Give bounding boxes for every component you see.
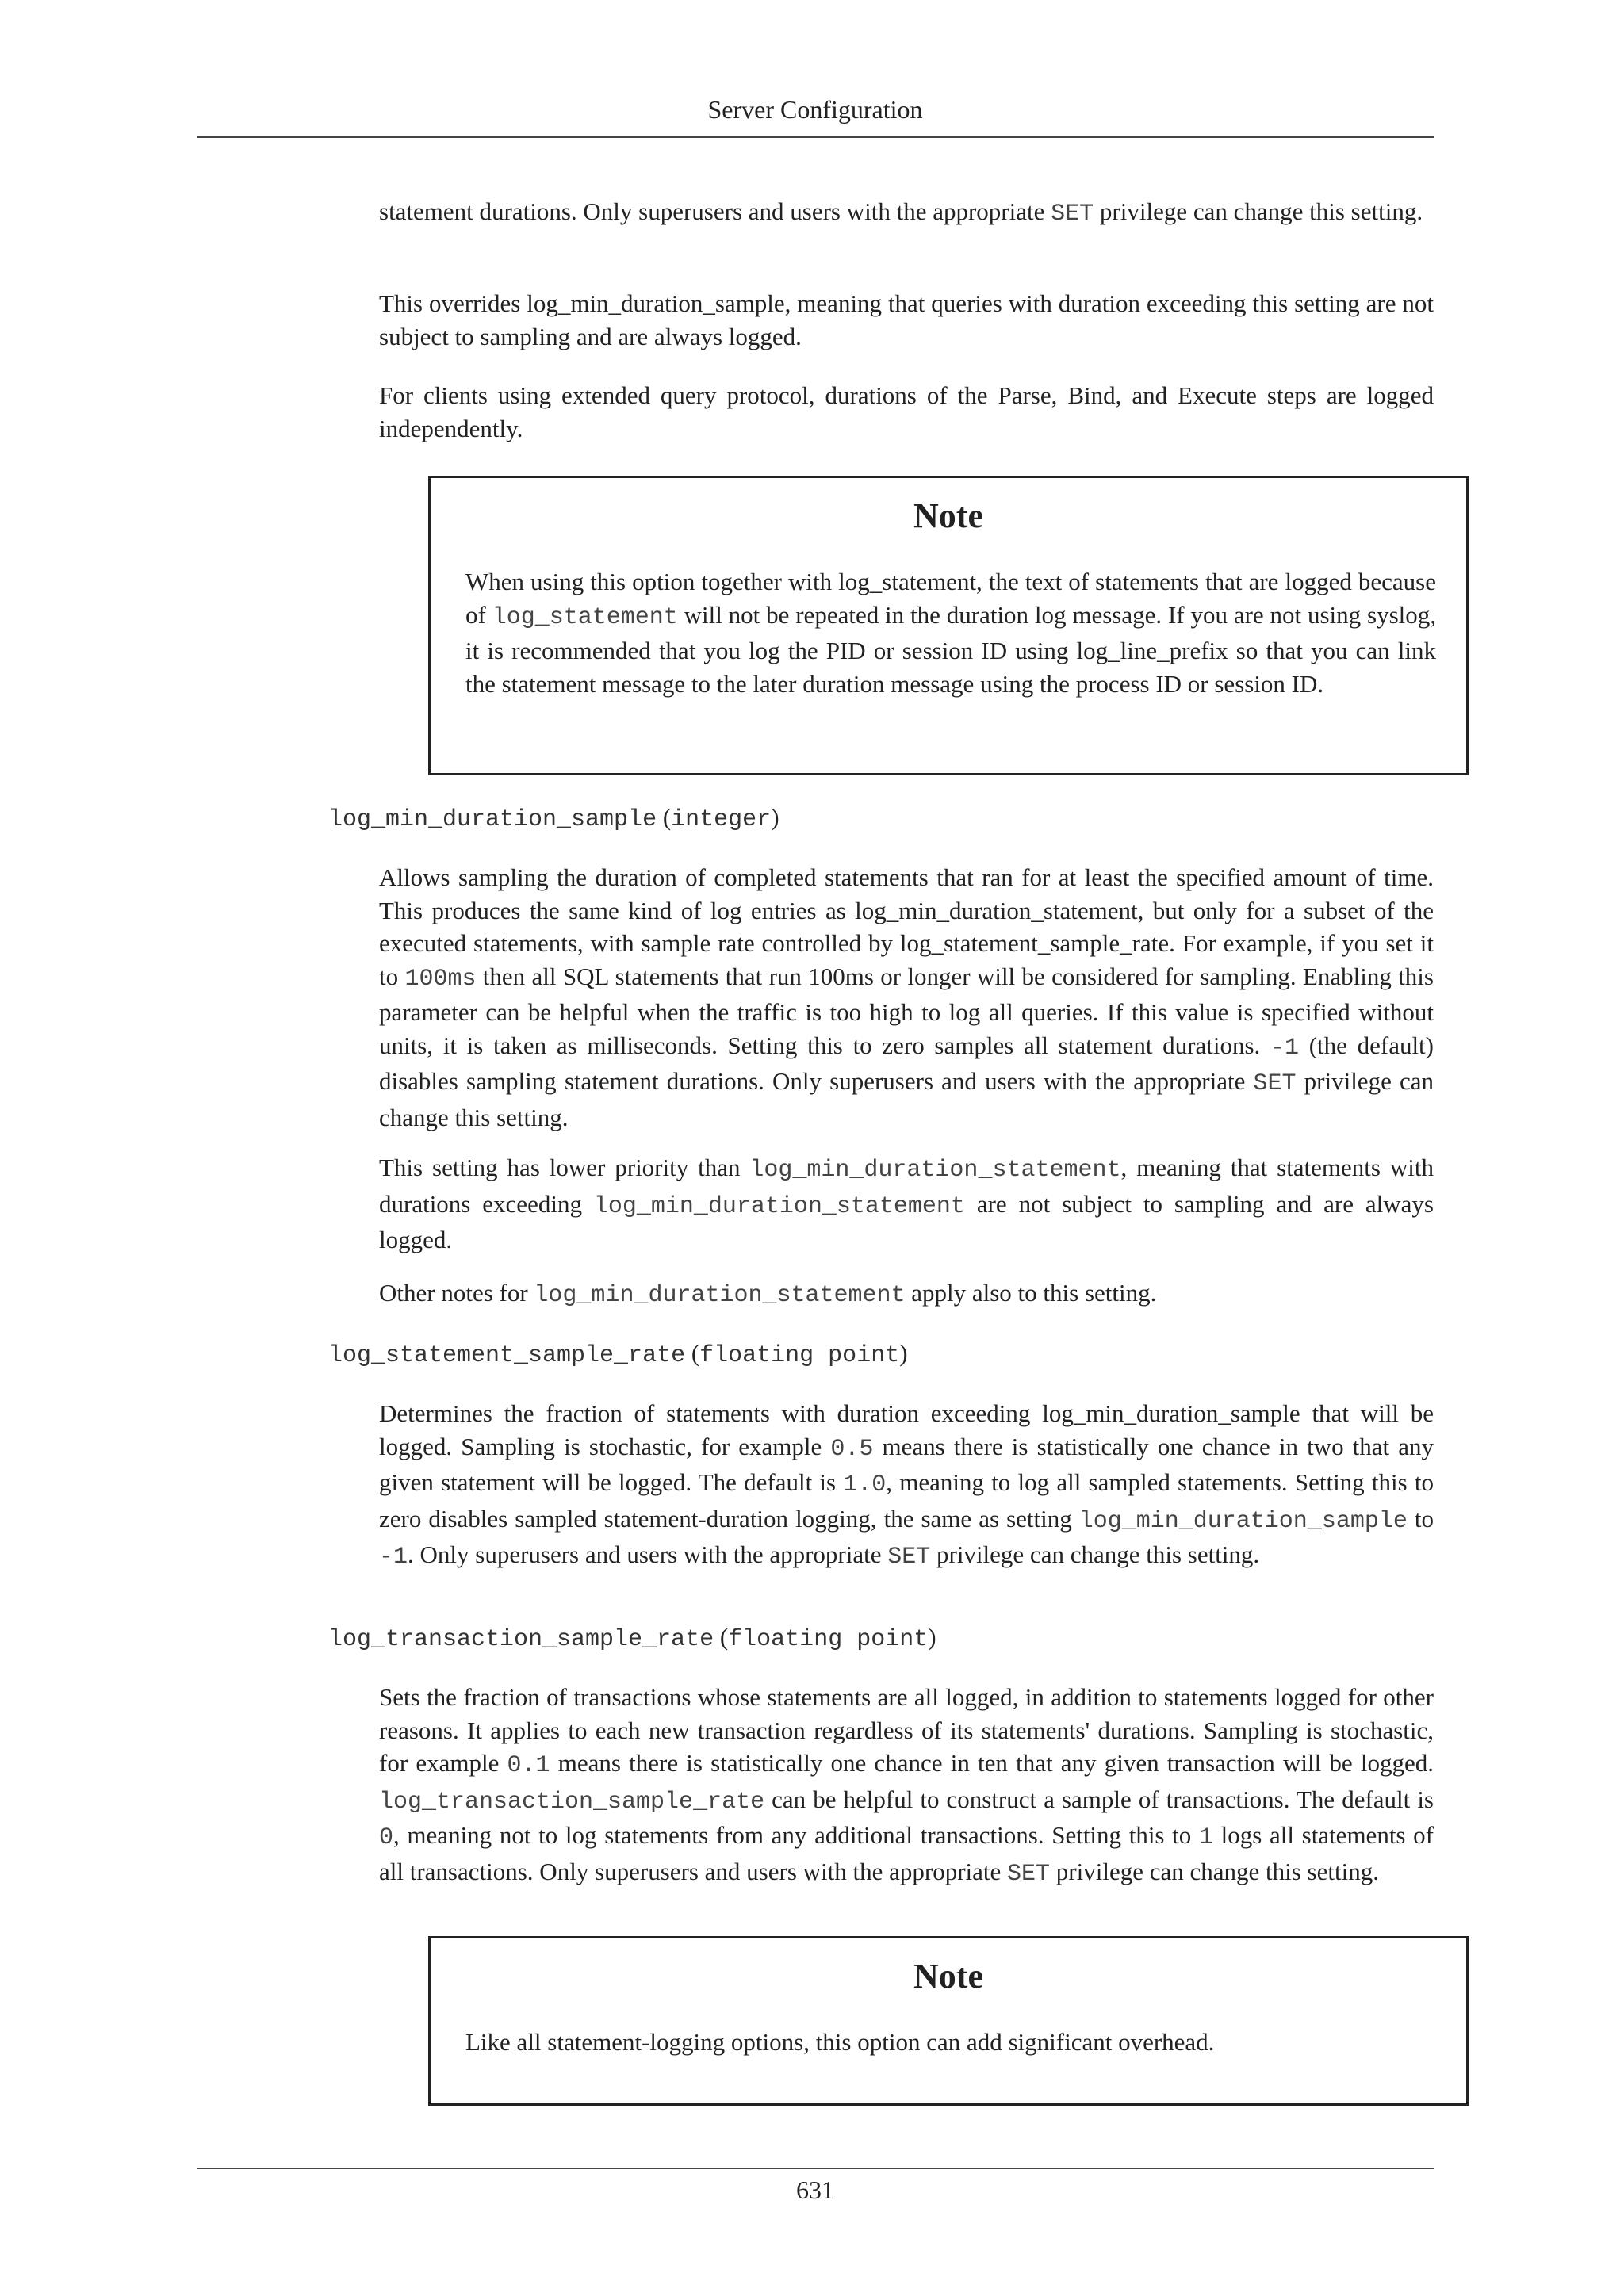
note-title: Note bbox=[914, 496, 983, 535]
param-term-log-min-duration-sample: log_min_duration_sample (integer) bbox=[328, 803, 779, 833]
intro-paragraph-2: This overrides log_min_duration_sample, meaning that queries with duration exceeding this setting are not subject to sampling and are always logged. bbox=[379, 289, 1434, 350]
param1-priority-paragraph: This setting has lower priority than log_min_duration_statement, meaning that statements with durations exceeding log_min_duration_statement are not subject to sampling and are always logged. bbox=[379, 1154, 1434, 1253]
param-term-log-statement-sample-rate: log_statement_sample_rate (floating point) bbox=[328, 1339, 908, 1369]
header-rule bbox=[197, 136, 1434, 138]
intro-paragraph-3: For clients using extended query protocol, durations of the Parse, Bind, and Execute steps are logged independently. bbox=[379, 381, 1434, 442]
intro-paragraph-1: statement durations. Only superusers and users with the appropriate SET privilege can change this setting. bbox=[379, 197, 1423, 228]
note-text: When using this option together with log_statement, the text of statements that are logged because of log_statement will not be repeated in the duration log message. If you are not using syslog, it is recommended that you log the PID or session ID using log_line_prefix so that you can link the statement message to the later duration message using the process ID or session ID. bbox=[465, 568, 1437, 698]
param-term-log-transaction-sample-rate: log_transaction_sample_rate (floating point) bbox=[328, 1623, 936, 1653]
footer-rule bbox=[197, 2168, 1434, 2169]
running-header: Server Configuration bbox=[707, 95, 923, 124]
note-box-overhead bbox=[428, 1936, 1469, 2106]
param2-description: Determines the fraction of statements with duration exceeding log_min_duration_sample that will be logged. Sampling is stochastic, for example 0.5 means there is statistically one chance in two that any given statement will be logged. The default is 1.0, meaning to log all sampled statements. Setting this to zero disables sampled statement-duration logging, the same as setting log_min_duration_sample to -1. Only superusers and users with the appropriate SET privilege can change this setting. bbox=[379, 1399, 1434, 1571]
param3-description: Sets the fraction of transactions whose statements are all logged, in addition to statements logged for other reasons. It applies to each new transaction regardless of its statements' durations. Sampling is stochastic, for example 0.1 means there is statistically one chance in ten that any given transaction will be logged. log_transaction_sample_rate can be helpful to construct a sample of transactions. The default is 0, meaning not to log statements from any additional transactions. Setting this to 1 logs all statements of all transactions. Only superusers and users with the appropriate SET privilege can change this setting. bbox=[379, 1683, 1434, 1888]
note-box bbox=[428, 476, 1469, 775]
note-text: Like all statement-logging options, this option can add significant overhead. bbox=[465, 2028, 1215, 2056]
page-number: 631 bbox=[796, 2175, 834, 2204]
param1-description: Allows sampling the duration of completed statements that ran for at least the specified amount of time. This produces the same kind of log entries as log_min_duration_statement, but only for a subset of the executed statements, with sample rate controlled by log_statement_sample_rate. For example, if you set it to 100ms then all SQL statements that run 100ms or longer will be considered for sampling. Enabling this parameter can be helpful when the traffic is too high to log all queries. If this value is specified without units, it is taken as milliseconds. Setting this to zero samples all statement durations. -1 (the default) disables sampling statement durations. Only superusers and users with the appropriate SET privilege can change this setting. bbox=[379, 863, 1434, 1131]
note-title: Note bbox=[914, 1957, 983, 1996]
param1-notes-paragraph: Other notes for log_min_duration_statement apply also to this setting. bbox=[379, 1279, 1157, 1309]
